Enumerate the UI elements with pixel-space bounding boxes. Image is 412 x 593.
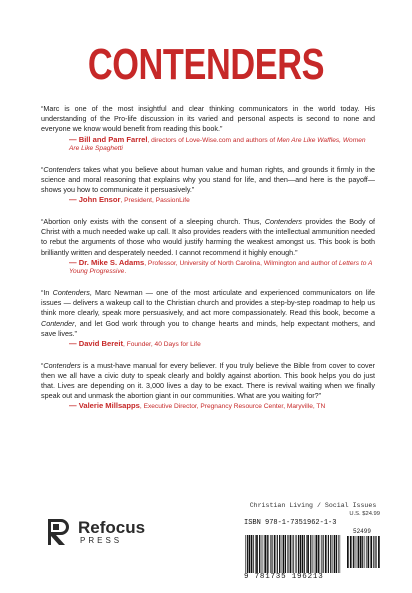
endorser-name: — Valerie Millsapps — [69, 401, 140, 411]
endorsement-quote — [41, 104, 375, 154]
quote-text-part: “Abortion only exists with the consent of a sleeping church. Thus, — [41, 217, 265, 226]
endorser-name: — Bill and Pam Farrel — [69, 134, 148, 144]
barcode-bar — [310, 535, 311, 573]
barcode-bar — [304, 535, 305, 573]
barcode-bar — [323, 535, 324, 573]
barcode-bar — [281, 535, 282, 573]
book-title: CONTENDERS — [87, 40, 325, 89]
barcode-bar — [274, 535, 276, 573]
quote-text — [41, 361, 375, 402]
endorser-role-part: , President, PassionLife — [120, 197, 190, 205]
barcode-bar — [318, 535, 319, 573]
quote-text-part: “In — [41, 288, 53, 297]
quote-text — [41, 217, 375, 258]
barcode-bar — [287, 535, 288, 573]
barcode-block — [244, 502, 382, 581]
quote-text-part: , and let God work through you to change hearts and minds, help expectant mothers, and save lives.” — [41, 318, 375, 338]
barcode-bar — [293, 535, 294, 573]
barcode-bar — [288, 535, 289, 573]
isbn-barcode — [244, 535, 342, 573]
publisher-press: PRESS — [80, 536, 123, 545]
barcode-bar — [336, 535, 337, 573]
quote-text-part: Contender — [41, 318, 75, 328]
barcode-bar — [255, 535, 256, 573]
barcode-bar — [328, 535, 329, 573]
barcode-bar — [263, 535, 264, 573]
barcode-bar — [330, 535, 331, 573]
barcode-bar — [378, 536, 380, 568]
barcode-bar — [356, 536, 357, 568]
barcode-bar — [270, 535, 271, 573]
endorser-name: — John Ensor — [69, 195, 121, 205]
quote-text-part: Contenders — [43, 164, 81, 174]
barcode-bar — [338, 535, 339, 573]
quote-attribution — [69, 196, 375, 206]
barcode-bar — [302, 535, 303, 573]
quote-text — [41, 165, 375, 196]
barcode-bar — [307, 535, 309, 573]
publisher-brand: Refocus — [78, 518, 146, 537]
barcode-bar — [256, 535, 258, 573]
refocus-logo-icon — [46, 517, 72, 547]
quote-text — [41, 288, 375, 339]
price-addon-barcode — [346, 536, 382, 568]
barcode-bar — [353, 536, 354, 568]
barcode-bar — [290, 535, 292, 573]
endorsement-quote — [41, 217, 375, 277]
quote-attribution — [69, 136, 375, 154]
endorsement-quote — [41, 165, 375, 206]
endorser-role-part: . — [124, 268, 127, 276]
quote-text-part: , Marc Newman — one of the most articulate and experienced communicators on life issues — delivers a wakeup call to the Christian church and provides a step-by-step roadmap to help us think more clearly, speak more persuasively, and act more compassionately. Read this book, become a — [41, 288, 375, 318]
barcode-bar — [298, 535, 299, 573]
endorser-role-part: , Executive Director, Pregnancy Resource Center, Maryville, TN — [139, 403, 326, 411]
publisher-logo — [46, 517, 145, 547]
barcode-bar — [358, 536, 360, 568]
quote-text-part: Contenders — [43, 360, 81, 370]
endorser-role — [120, 197, 189, 204]
endorsements — [41, 104, 375, 423]
quote-attribution — [69, 259, 375, 277]
quote-text-part: “Marc is one of the most insightful and clear thinking communicators in the world today. His understanding of the Pro-life discussion in its varied and personal aspects is second to none and everyone we know would benefit from reading this book.” — [41, 104, 375, 134]
endorser-role-part: , Professor, University of North Carolina, Wilmington and author of — [144, 259, 339, 267]
price-addon-number: 52499 — [352, 528, 371, 535]
barcode-bar — [296, 535, 297, 573]
barcode-bar — [368, 536, 370, 568]
quote-text — [41, 104, 375, 135]
barcode-bar — [325, 535, 327, 573]
endorser-role-part: Men Are Like Waffles, Women Are Like Spaghetti — [69, 136, 366, 153]
endorser-name: — Dr. Mike S. Adams — [69, 257, 145, 267]
barcode-bar — [300, 535, 302, 573]
endorser-name: — David Bereit — [69, 339, 124, 349]
barcode-bar — [355, 536, 356, 568]
barcode-bar — [370, 536, 372, 568]
barcode-bar — [283, 535, 285, 573]
endorser-role — [140, 403, 325, 410]
quote-text-part: “ — [41, 164, 44, 174]
quote-text-part: Contenders — [52, 288, 90, 297]
barcode-bar — [271, 535, 272, 573]
barcode-bar — [267, 535, 268, 573]
barcode-bar — [366, 536, 367, 568]
barcode-bar — [247, 535, 248, 573]
quote-attribution — [69, 402, 375, 412]
quote-text-part: provides the Body of Christ with a much needed wake up call. It also provides readers with the intellectual ammunition needed to rebut the arguments of those who would justify harming the weakest amongst us. This book is both brilliantly written and desperately needed. I cannot recommend it highly enough.” — [41, 217, 375, 257]
endorser-role — [123, 341, 201, 348]
barcode-bar — [314, 535, 315, 573]
barcode-bar — [259, 535, 260, 573]
endorser-role-part: , Founder, 40 Days for Life — [123, 341, 201, 349]
quote-text-part: “ — [41, 360, 44, 370]
barcode-bar — [268, 535, 269, 573]
isbn-label: ISBN 978-1-7351962-1-3 — [244, 519, 337, 527]
quote-attribution — [69, 340, 375, 350]
endorsement-quote — [41, 288, 375, 350]
barcode-bar — [350, 536, 352, 568]
endorsement-quote — [41, 361, 375, 412]
barcode-bar — [261, 535, 262, 573]
barcode-bar — [249, 535, 251, 573]
barcode-bar — [373, 536, 374, 568]
quote-text-part: takes what you believe about human value and human rights, and grounds it firmly in the science and moral reasoning that explains why you stand for life, and then—and here is the payoff—shows you how to communicate it persuasively.” — [41, 164, 375, 195]
barcode-bar — [295, 535, 296, 573]
book-price: U.S. $24.99 — [349, 511, 380, 517]
barcode-bar — [245, 535, 246, 573]
barcode-bar — [253, 535, 254, 573]
barcode-bar — [376, 536, 377, 568]
barcode-bar — [320, 535, 321, 573]
barcode-bar — [365, 536, 366, 568]
barcode-bar — [316, 535, 318, 573]
barcode-bar — [362, 536, 363, 568]
endorser-role-part: Letters to A Young Progressive — [69, 259, 373, 276]
barcode-bar — [375, 536, 376, 568]
barcode-bar — [321, 535, 322, 573]
barcode-bar — [332, 535, 333, 573]
barcode-bar — [360, 536, 362, 568]
barcode-bar — [334, 535, 336, 573]
quote-text-part: Contenders — [264, 217, 302, 226]
barcode-bar — [279, 535, 280, 573]
barcode-number: 9 781735 196213 — [244, 573, 324, 581]
book-category: Christian Living / Social Issues — [249, 502, 377, 509]
barcode-bar — [285, 535, 286, 573]
barcode-bar — [277, 535, 278, 573]
barcode-bar — [340, 535, 341, 573]
endorser-role-part: , directors of Love-Wise.com and authors of — [147, 136, 277, 144]
quote-text-part: is a must-have manual for every believer. If you truly believe the Bible from cover to cover then we all have a civic duty to speak clearly and boldly against abortion. This book helps you do just that. Lives are depending on it. 3,000 lives a day to be exact. There is revival waiting when we finally speak out and unmask the abortion giant in our communities. What are you waiting for?” — [41, 360, 375, 401]
barcode-bar — [312, 535, 313, 573]
barcode-bar — [347, 536, 349, 568]
barcode-bar — [264, 535, 266, 573]
barcode-bar — [251, 535, 252, 573]
barcode-bar — [306, 535, 307, 573]
